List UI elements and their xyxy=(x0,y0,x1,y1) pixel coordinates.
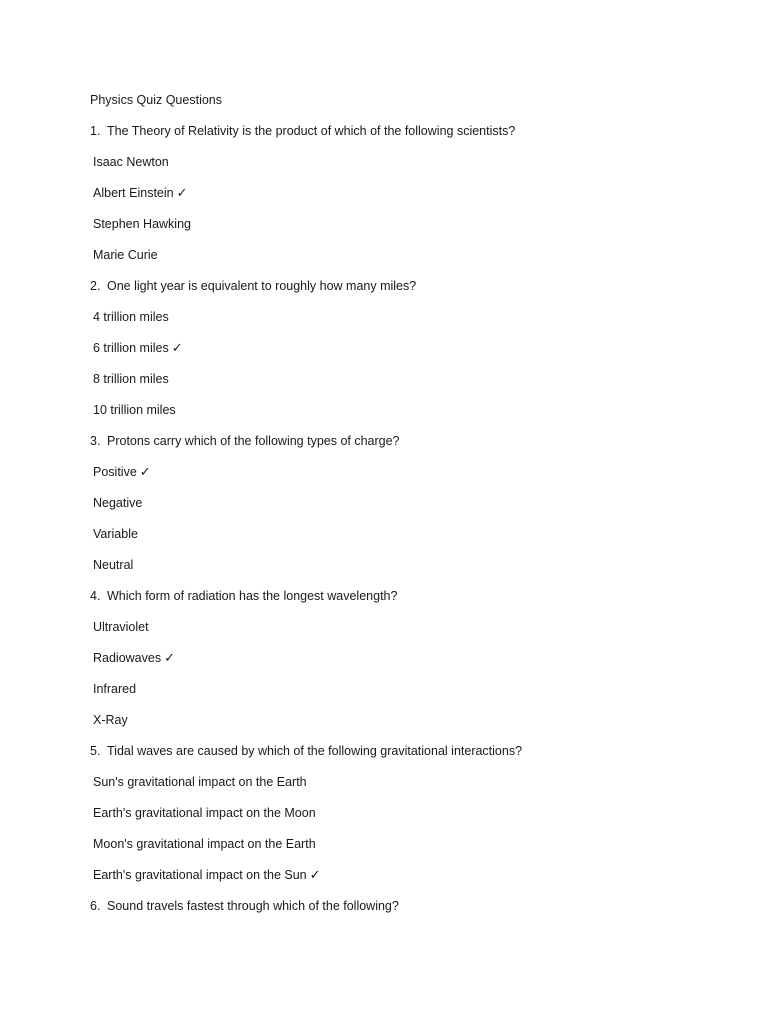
answer-option-text: Positive xyxy=(93,465,137,479)
answer-option xyxy=(90,340,730,371)
question-text: The Theory of Relativity is the product of which of the following scientists? xyxy=(107,124,516,138)
question-number: 2. xyxy=(90,279,101,293)
answer-option xyxy=(90,619,730,650)
correct-check-icon: ✓ xyxy=(309,868,321,883)
answer-option-text: 6 trillion miles xyxy=(93,341,169,355)
document-title: Physics Quiz Questions xyxy=(90,93,222,107)
answer-option-text: Earth's gravitational impact on the Moon xyxy=(93,806,316,820)
answer-option xyxy=(90,867,730,898)
answer-option-text: Ultraviolet xyxy=(93,620,149,634)
answer-option xyxy=(90,247,730,278)
answer-option-text: Infrared xyxy=(93,682,137,696)
question-text: Protons carry which of the following types of charge? xyxy=(107,434,400,448)
answer-option-text: X-Ray xyxy=(93,713,128,727)
question-text: Which form of radiation has the longest wavelength? xyxy=(107,589,398,603)
answer-option-text: Neutral xyxy=(93,558,134,572)
answer-option xyxy=(90,557,730,588)
answer-option xyxy=(90,402,730,433)
question-text: Sound travels fastest through which of the following? xyxy=(107,899,399,913)
answer-option xyxy=(90,681,730,712)
correct-check-icon: ✓ xyxy=(176,186,188,201)
answer-option xyxy=(90,836,730,867)
question-number: 4. xyxy=(90,589,101,603)
question-list xyxy=(90,123,730,929)
answer-option-text: 10 trillion miles xyxy=(93,403,176,417)
answer-option xyxy=(90,712,730,743)
question-text: One light year is equivalent to roughly how many miles? xyxy=(107,279,417,293)
answer-option-text: Stephen Hawking xyxy=(93,217,191,231)
answer-option-text: Variable xyxy=(93,527,138,541)
question-number: 1. xyxy=(90,124,101,138)
answer-option xyxy=(90,774,730,805)
question-5 xyxy=(90,743,730,774)
question-2 xyxy=(90,278,730,309)
question-number: 3. xyxy=(90,434,101,448)
answer-option xyxy=(90,495,730,526)
answer-option xyxy=(90,650,730,681)
correct-check-icon: ✓ xyxy=(139,465,151,480)
correct-check-icon: ✓ xyxy=(171,341,183,356)
question-number: 5. xyxy=(90,744,101,758)
question-6 xyxy=(90,898,730,929)
answer-option-text: Sun's gravitational impact on the Earth xyxy=(93,775,307,789)
question-text: Tidal waves are caused by which of the following gravitational interactions? xyxy=(107,744,523,758)
question-number: 6. xyxy=(90,899,101,913)
answer-option-text: 8 trillion miles xyxy=(93,372,169,386)
answer-option-text: Albert Einstein xyxy=(93,186,174,200)
answer-option xyxy=(90,526,730,557)
answer-option xyxy=(90,216,730,247)
answer-option xyxy=(90,805,730,836)
answer-option xyxy=(90,464,730,495)
answer-option xyxy=(90,371,730,402)
question-1 xyxy=(90,123,730,154)
answer-option-text: 4 trillion miles xyxy=(93,310,169,324)
answer-option xyxy=(90,309,730,340)
question-4 xyxy=(90,588,730,619)
answer-option-text: Isaac Newton xyxy=(93,155,169,169)
answer-option-text: Negative xyxy=(93,496,143,510)
answer-option xyxy=(90,154,730,185)
answer-option-text: Moon's gravitational impact on the Earth xyxy=(93,837,316,851)
answer-option-text: Earth's gravitational impact on the Sun xyxy=(93,868,307,882)
question-3 xyxy=(90,433,730,464)
answer-option-text: Radiowaves xyxy=(93,651,162,665)
answer-option xyxy=(90,185,730,216)
correct-check-icon: ✓ xyxy=(164,651,175,666)
answer-option-text: Marie Curie xyxy=(93,248,158,262)
